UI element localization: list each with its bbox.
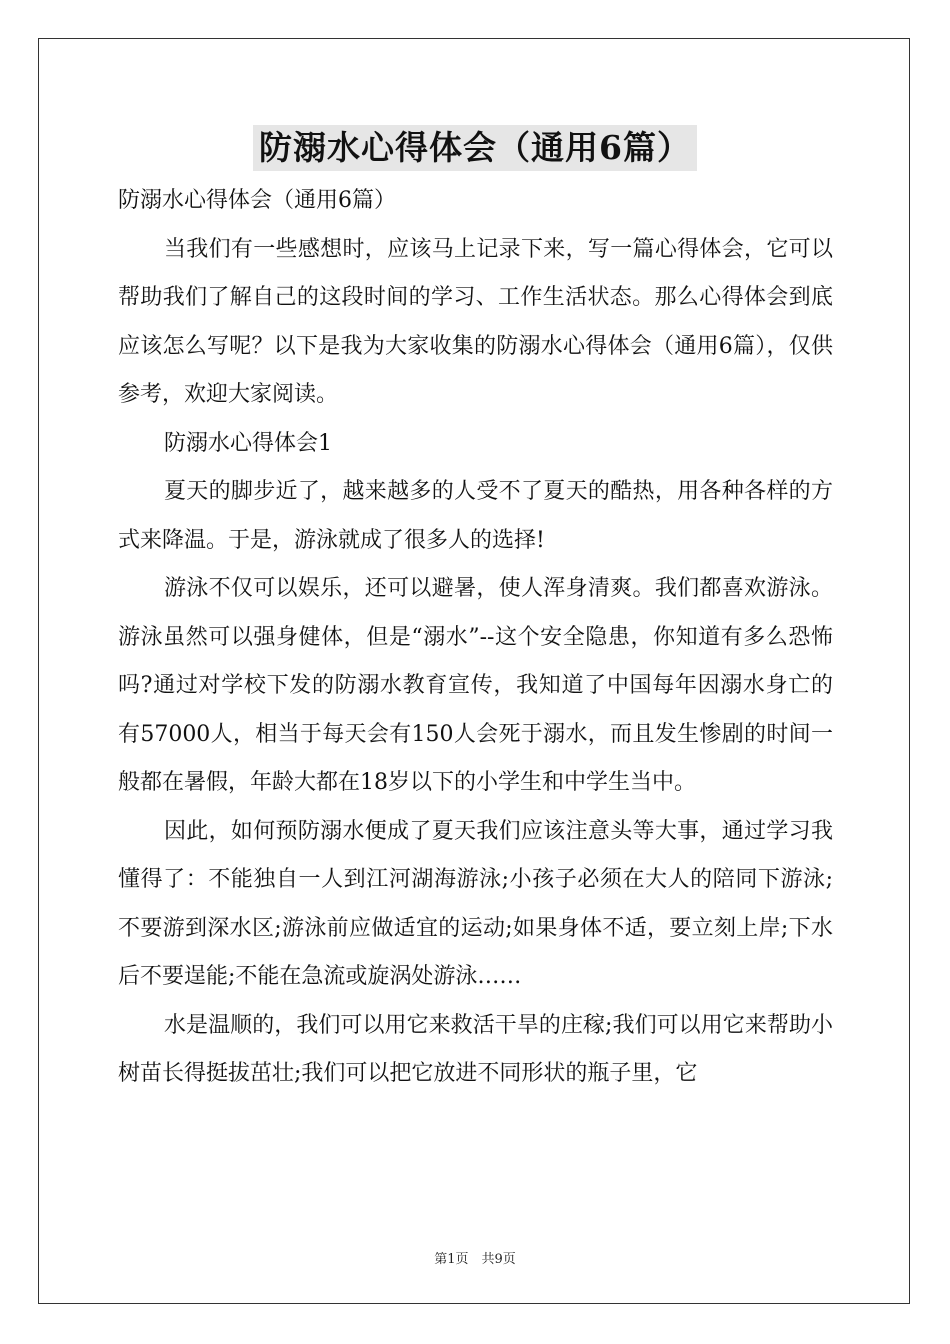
title-container [0, 125, 950, 171]
paragraph-4: 水是温顺的，我们可以用它来救活干旱的庄稼;我们可以用它来帮助小树苗长得挺拔茁壮;我们可以把它放进不同形状的瓶子里，它 [118, 1012, 833, 1086]
paragraph-intro: 当我们有一些感想时，应该马上记录下来，写一篇心得体会，它可以帮助我们了解自己的这段时间的学习、工作生活状态。那么心得体会到底应该怎么写呢？以下是我为大家收集的防溺水心得体会（通用6篇），仅供参考，欢迎大家阅读。 [118, 236, 833, 407]
page-footer: 第1页 共9页 [434, 1252, 516, 1267]
paragraph-1: 夏天的脚步近了，越来越多的人受不了夏天的酷热，用各种各样的方式来降温。于是，游泳就成了很多人的选择! [118, 479, 833, 553]
document-subtitle: 防溺水心得体会（通用6篇） [118, 188, 396, 213]
document-body [118, 177, 833, 1099]
paragraph-2: 游泳不仅可以娱乐，还可以避暑，使人浑身清爽。我们都喜欢游泳。游泳虽然可以强身健体，但是“溺水”--这个安全隐患，你知道有多么恐怖吗?通过对学校下发的防溺水教育宣传，我知道了中国每年因溺水身亡的有57000人，相当于每天会有150人会死于溺水，而且发生惨剧的时间一般都在暑假，年龄大都在18岁以下的小学生和中学生当中。 [118, 576, 833, 795]
section-heading: 防溺水心得体会1 [164, 430, 332, 456]
paragraph-3: 因此，如何预防溺水便成了夏天我们应该注意头等大事，通过学习我懂得了：不能独自一人到江河湖海游泳;小孩子必须在大人的陪同下游泳;不要游到深水区;游泳前应做适宜的运动;如果身体不适，要立刻上岸;下水后不要逞能;不能在急流或旋涡处游泳…… [118, 818, 833, 989]
document-title: 防溺水心得体会（通用6篇） [253, 125, 697, 171]
